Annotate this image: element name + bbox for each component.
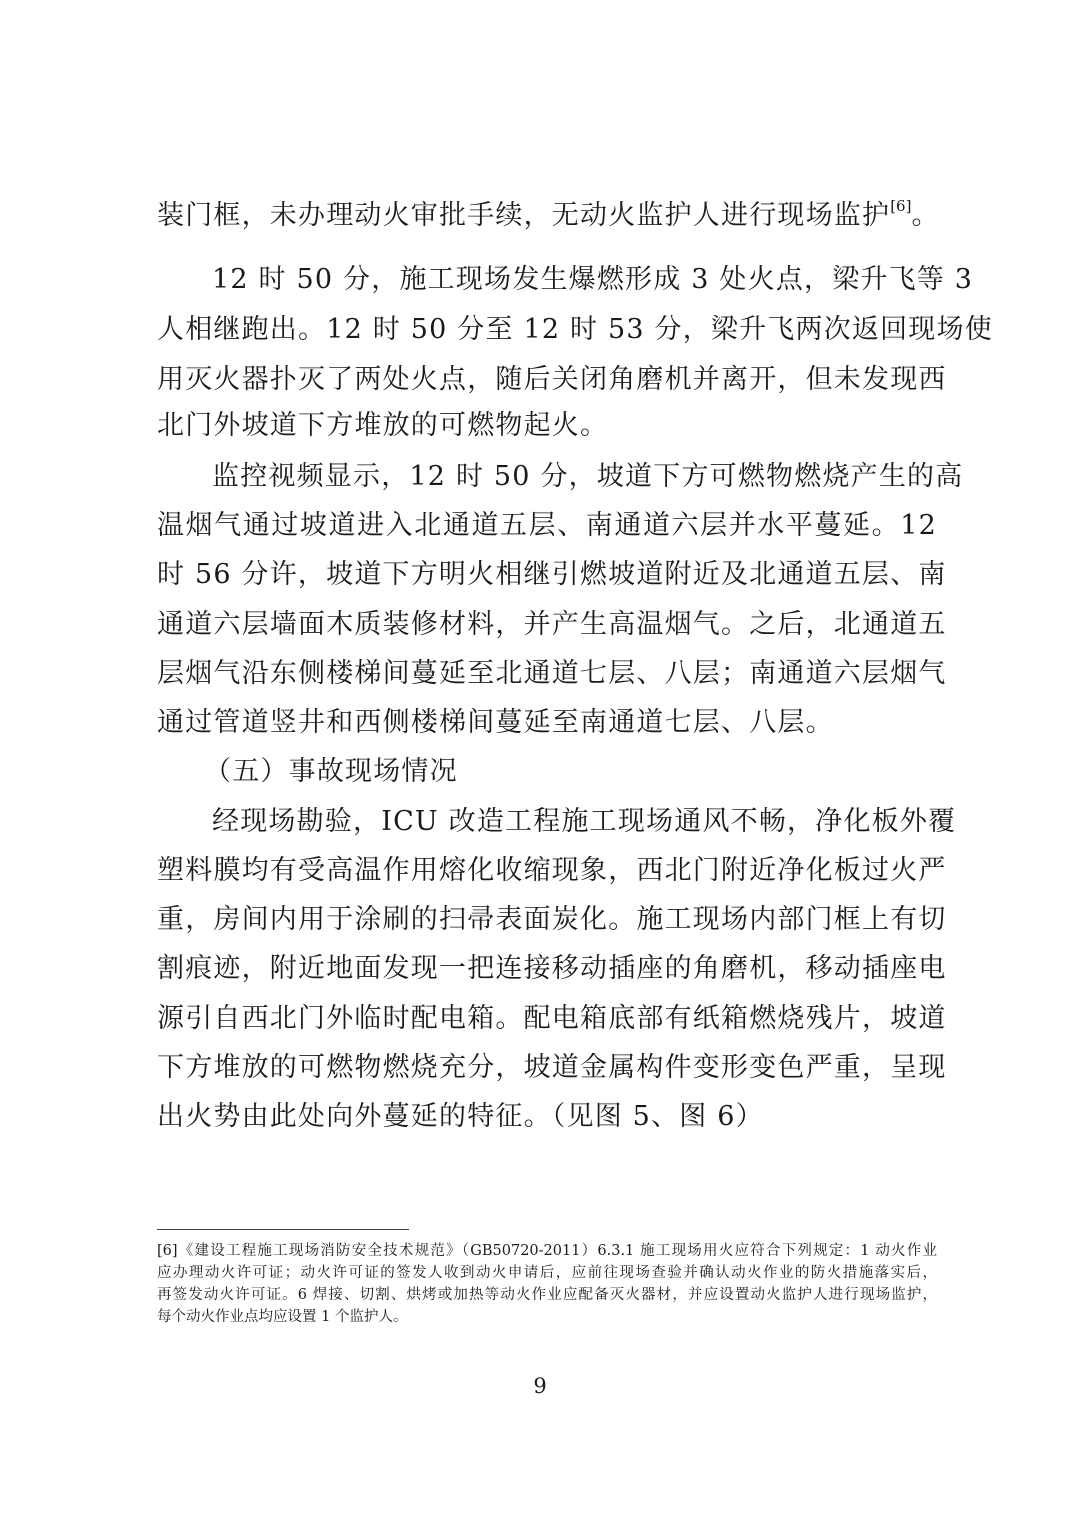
body-line-19: 出火势由此处向外蔓延的特征。（见图 5、图 6） xyxy=(157,1101,764,1132)
body-line-10: 层烟气沿东侧楼梯间蔓延至北通道七层、八层；南通道六层烟气 xyxy=(157,658,947,689)
page-number: 9 xyxy=(533,1374,547,1398)
body-line-6: 监控视频显示，12 时 50 分，坡道下方可燃物燃烧产生的高 xyxy=(212,461,964,492)
body-line-17: 源引自西北门外临时配电箱。配电箱底部有纸箱燃烧残片，坡道 xyxy=(157,1003,947,1034)
footnote-reference[interactable]: [6] xyxy=(890,197,912,215)
footnote-line-4: 每个动火作业点均应设置 1 个监护人。 xyxy=(157,1309,408,1325)
body-line-tail: 。 xyxy=(911,200,940,231)
body-line-16: 割痕迹，附近地面发现一把连接移动插座的角磨机，移动插座电 xyxy=(157,953,947,984)
body-line-3: 人相继跑出。12 时 50 分至 12 时 53 分，梁升飞两次返回现场使 xyxy=(157,314,993,345)
body-line-13: 经现场勘验，ICU 改造工程施工现场通风不畅，净化板外覆 xyxy=(212,806,957,837)
body-line-4: 用灭火器扑灭了两处火点，随后关闭角磨机并离开，但未发现西 xyxy=(157,364,947,395)
body-line-9: 通道六层墙面木质装修材料，并产生高温烟气。之后，北通道五 xyxy=(157,609,947,640)
footnote-line-1: [6]《建设工程施工现场消防安全技术规范》（GB50720-2011）6.3.1 施工现场用火应符合下列规定：1 动火作业 xyxy=(157,1243,937,1259)
body-line-2: 12 时 50 分，施工现场发生爆燃形成 3 处火点，梁升飞等 3 xyxy=(212,264,974,295)
body-line-8: 时 56 分许，坡道下方明火相继引燃坡道附近及北通道五层、南 xyxy=(157,559,947,590)
body-line-7: 温烟气通过坡道进入北通道五层、南通道六层并水平蔓延。12 xyxy=(157,510,937,541)
body-line-5: 北门外坡道下方堆放的可燃物起火。 xyxy=(157,410,609,441)
footnote-separator xyxy=(157,1229,409,1230)
body-line-18: 下方堆放的可燃物燃烧充分，坡道金属构件变形变色严重，呈现 xyxy=(157,1052,947,1083)
section-heading: （五）事故现场情况 xyxy=(204,756,458,787)
footnote-line-2: 应办理动火许可证；动火许可证的签发人收到动火申请后，应前往现场查验并确认动火作业的防火措施落实后， xyxy=(157,1265,937,1281)
body-line-text: 装门框，未办理动火审批手续，无动火监护人进行现场监护 xyxy=(157,200,891,231)
body-line-15: 重，房间内用于涂刷的扫帚表面炭化。施工现场内部门框上有切 xyxy=(157,904,947,935)
body-line-14: 塑料膜均有受高温作用熔化收缩现象，西北门附近净化板过火严 xyxy=(157,855,947,886)
body-line-11: 通过管道竖井和西侧楼梯间蔓延至南通道七层、八层。 xyxy=(157,707,834,738)
footnote-line-3: 再签发动火许可证。6 焊接、切割、烘烤或加热等动火作业应配备灭火器材，并应设置动火监护人进行现场监护， xyxy=(157,1287,937,1303)
body-line-1 xyxy=(157,197,940,238)
